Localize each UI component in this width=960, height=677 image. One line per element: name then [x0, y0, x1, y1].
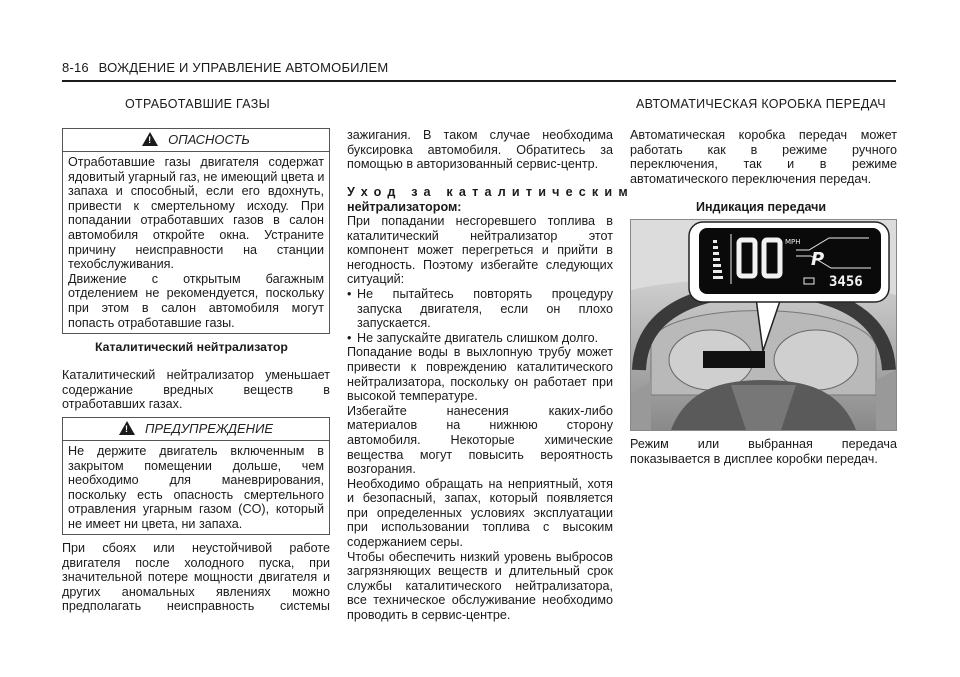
malfunction-text-line: других аномальных явлениях можно [62, 584, 330, 599]
paragraph-line: содержанием серы. [347, 535, 463, 550]
warning-text-line: Не держите двигатель включенным в [68, 444, 324, 458]
transmission-text-line: переключения, так и в режиме [630, 157, 897, 172]
care-title-line-1: Уход за каталитическим [347, 185, 634, 199]
bullet-text-line: запускается. [357, 316, 431, 331]
warning-header [63, 418, 329, 441]
bullet-text-line: запуска двигателя, если он плохо [357, 301, 613, 316]
paragraph-line: проводить в сервис-центре. [347, 608, 511, 623]
warning-text-line: необходимо для маневрирования, [68, 473, 324, 488]
bullet-icon: • [347, 286, 352, 301]
warning-box [62, 417, 330, 535]
malfunction-text-line: При сбоях или неустойчивой работе [62, 541, 330, 555]
care-title [347, 185, 634, 214]
paragraph-line: загрязняющих веществ и длительный срок [347, 564, 613, 579]
paragraph-line: Чтобы обеспечить низкий уровень выбросов [347, 549, 613, 564]
paragraph-line: при определенных условиях эксплуатации [347, 505, 613, 520]
danger-label: ОПАСНОСТЬ [168, 132, 250, 147]
section-title-exhaust: ОТРАБОТАВШИЕ ГАЗЫ [125, 97, 270, 111]
figure-caption [630, 437, 897, 466]
paragraph [347, 477, 613, 550]
danger-text-line: автомобиля откройте окна. Устраните [68, 227, 324, 242]
danger-text-line: техобслуживания. [68, 257, 174, 272]
paragraph-line: службы каталитического нейтрализатора, [347, 578, 613, 593]
malfunction-text-line: двигателя после холодного пуска, при [62, 555, 330, 570]
warning-label: ПРЕДУПРЕЖДЕНИЕ [144, 421, 274, 436]
danger-text-line: ядовитый угарный газ, не имеющий цвета и [68, 169, 325, 184]
paragraph-line: вещества могут повысить вероятность [347, 447, 613, 462]
bullet-text-line: Не пытайтесь повторять процедуру [357, 286, 613, 301]
paragraph-line: все техническое обслуживание необходимо [347, 593, 613, 608]
paragraph-line: высокой температуре. [347, 389, 478, 404]
catalyst-text [62, 368, 330, 412]
warning-text-line: поскольку есть опасность смертельного [68, 487, 324, 502]
danger-text-line: попадании отработавших газов в салон [68, 213, 324, 228]
bullet-item [347, 331, 613, 346]
ignition-text-line: помощью в авторизованный сервис-центр. [347, 157, 599, 172]
warning-text-line: закрытом помещении дольше, чем [68, 458, 324, 473]
danger-text-line: попасть отработавшие газы. [68, 315, 235, 330]
danger-text [63, 152, 329, 330]
section-title-transmission: АВТОМАТИЧЕСКАЯ КОРОБКА ПЕРЕДАЧ [636, 97, 886, 111]
danger-box [62, 128, 330, 334]
warning-text-line: не имеет ни цвета, ни запаха. [68, 516, 243, 531]
transmission-text-line: Автоматическая коробка передач может [630, 128, 897, 142]
danger-text-line: отделением не рекомендуется, поскольку [68, 286, 324, 301]
page-number: 8-16 [62, 60, 89, 75]
danger-text-line: причину неисправности на станции [68, 242, 324, 257]
catalyst-title: Каталитический нейтрализатор [95, 340, 288, 354]
catalyst-text-line: Каталитический нейтрализатор уменьшает [62, 368, 330, 382]
bullet-item [347, 287, 613, 331]
paragraph-line: возгорания. [347, 462, 416, 477]
danger-text-line: запаха и способный, если его вдохнуть, [68, 184, 324, 199]
paragraph-line: Необходимо обращать на неприятный, хотя [347, 476, 613, 491]
paragraph-line: привести к повреждению каталитического [347, 359, 613, 374]
danger-text-line: Отработавшие газы двигателя содержат [68, 155, 324, 169]
caption-line: Режим или выбранная передача [630, 437, 897, 451]
care-title-line-2: нейтрализатором: [347, 199, 462, 214]
bullet-icon: • [347, 330, 352, 345]
dashboard-illustration [631, 220, 896, 430]
paragraph-line: нейтрализатора, поскольку он работает при [347, 374, 613, 389]
paragraph-line: материалов на нижнюю сторону [347, 418, 613, 433]
chapter-title: ВОЖДЕНИЕ И УПРАВЛЕНИЕ АВТОМОБИЛЕМ [98, 60, 389, 75]
transmission-text-line: работать как в режиме ручного [630, 142, 897, 157]
care-text-line: каталитический нейтрализатор этот [347, 228, 613, 243]
care-text [347, 214, 613, 623]
danger-header [63, 129, 329, 152]
transmission-text-line: автоматического переключения передач. [630, 171, 872, 186]
transmission-text [630, 128, 897, 186]
odometer-readout: 3456 [829, 274, 863, 290]
paragraph [347, 550, 613, 623]
gear-position-readout: P [811, 249, 825, 270]
gear-indicator-figure [630, 219, 897, 431]
paragraph [347, 345, 613, 403]
figure-title: Индикация передачи [696, 200, 827, 214]
catalyst-text-line: отработавших газах. [62, 397, 183, 412]
caption-line: показывается в дисплее коробки передач. [630, 451, 878, 466]
danger-text-line: при этом в салон автомобиля могут [68, 300, 324, 315]
speed-unit: MPH [785, 238, 801, 246]
running-header [62, 60, 896, 75]
warning-triangle-icon [142, 132, 158, 146]
paragraph-line: при использовании топлива с высоким [347, 520, 613, 535]
danger-text-line: Движение с открытым багажным [68, 271, 324, 286]
paragraph-line: и безопасный, запах, который появляется [347, 491, 613, 506]
malfunction-text-line: значительной потере мощности двигателя и [62, 570, 330, 585]
paragraph-line: Попадание воды в выхлопную трубу может [347, 345, 613, 360]
catalyst-text-line: содержание вредных веществ в [62, 382, 330, 397]
header-rule [62, 80, 896, 82]
warning-text [63, 441, 329, 532]
malfunction-text-line: предполагать неисправность системы [62, 599, 330, 614]
paragraph [347, 404, 613, 477]
warning-triangle-icon [119, 421, 135, 435]
malfunction-text [62, 541, 330, 614]
ignition-text-line: зажигания. В таком случае необходима [347, 128, 613, 142]
care-text-line: негодность. Поэтому избегайте следующих [347, 257, 613, 272]
care-text-line: При попадании несгоревшего топлива в [347, 214, 613, 228]
bullet-text-line: Не запускайте двигатель слишком долго. [357, 330, 599, 345]
ignition-text-line: буксировка автомобиля. Обратитесь за [347, 142, 613, 157]
ignition-text [347, 128, 613, 172]
paragraph-line: автомобиля. Некоторые химические [347, 432, 613, 447]
paragraph-line: Избегайте нанесения каких-либо [347, 403, 613, 418]
warning-text-line: отравления угарным газом (CO), который [68, 502, 324, 517]
care-text-line: компонент может перегреться и прийти в [347, 243, 613, 258]
danger-text-line: привести к смертельному исходу. При [68, 198, 324, 213]
care-text-line: ситуаций: [347, 272, 405, 287]
